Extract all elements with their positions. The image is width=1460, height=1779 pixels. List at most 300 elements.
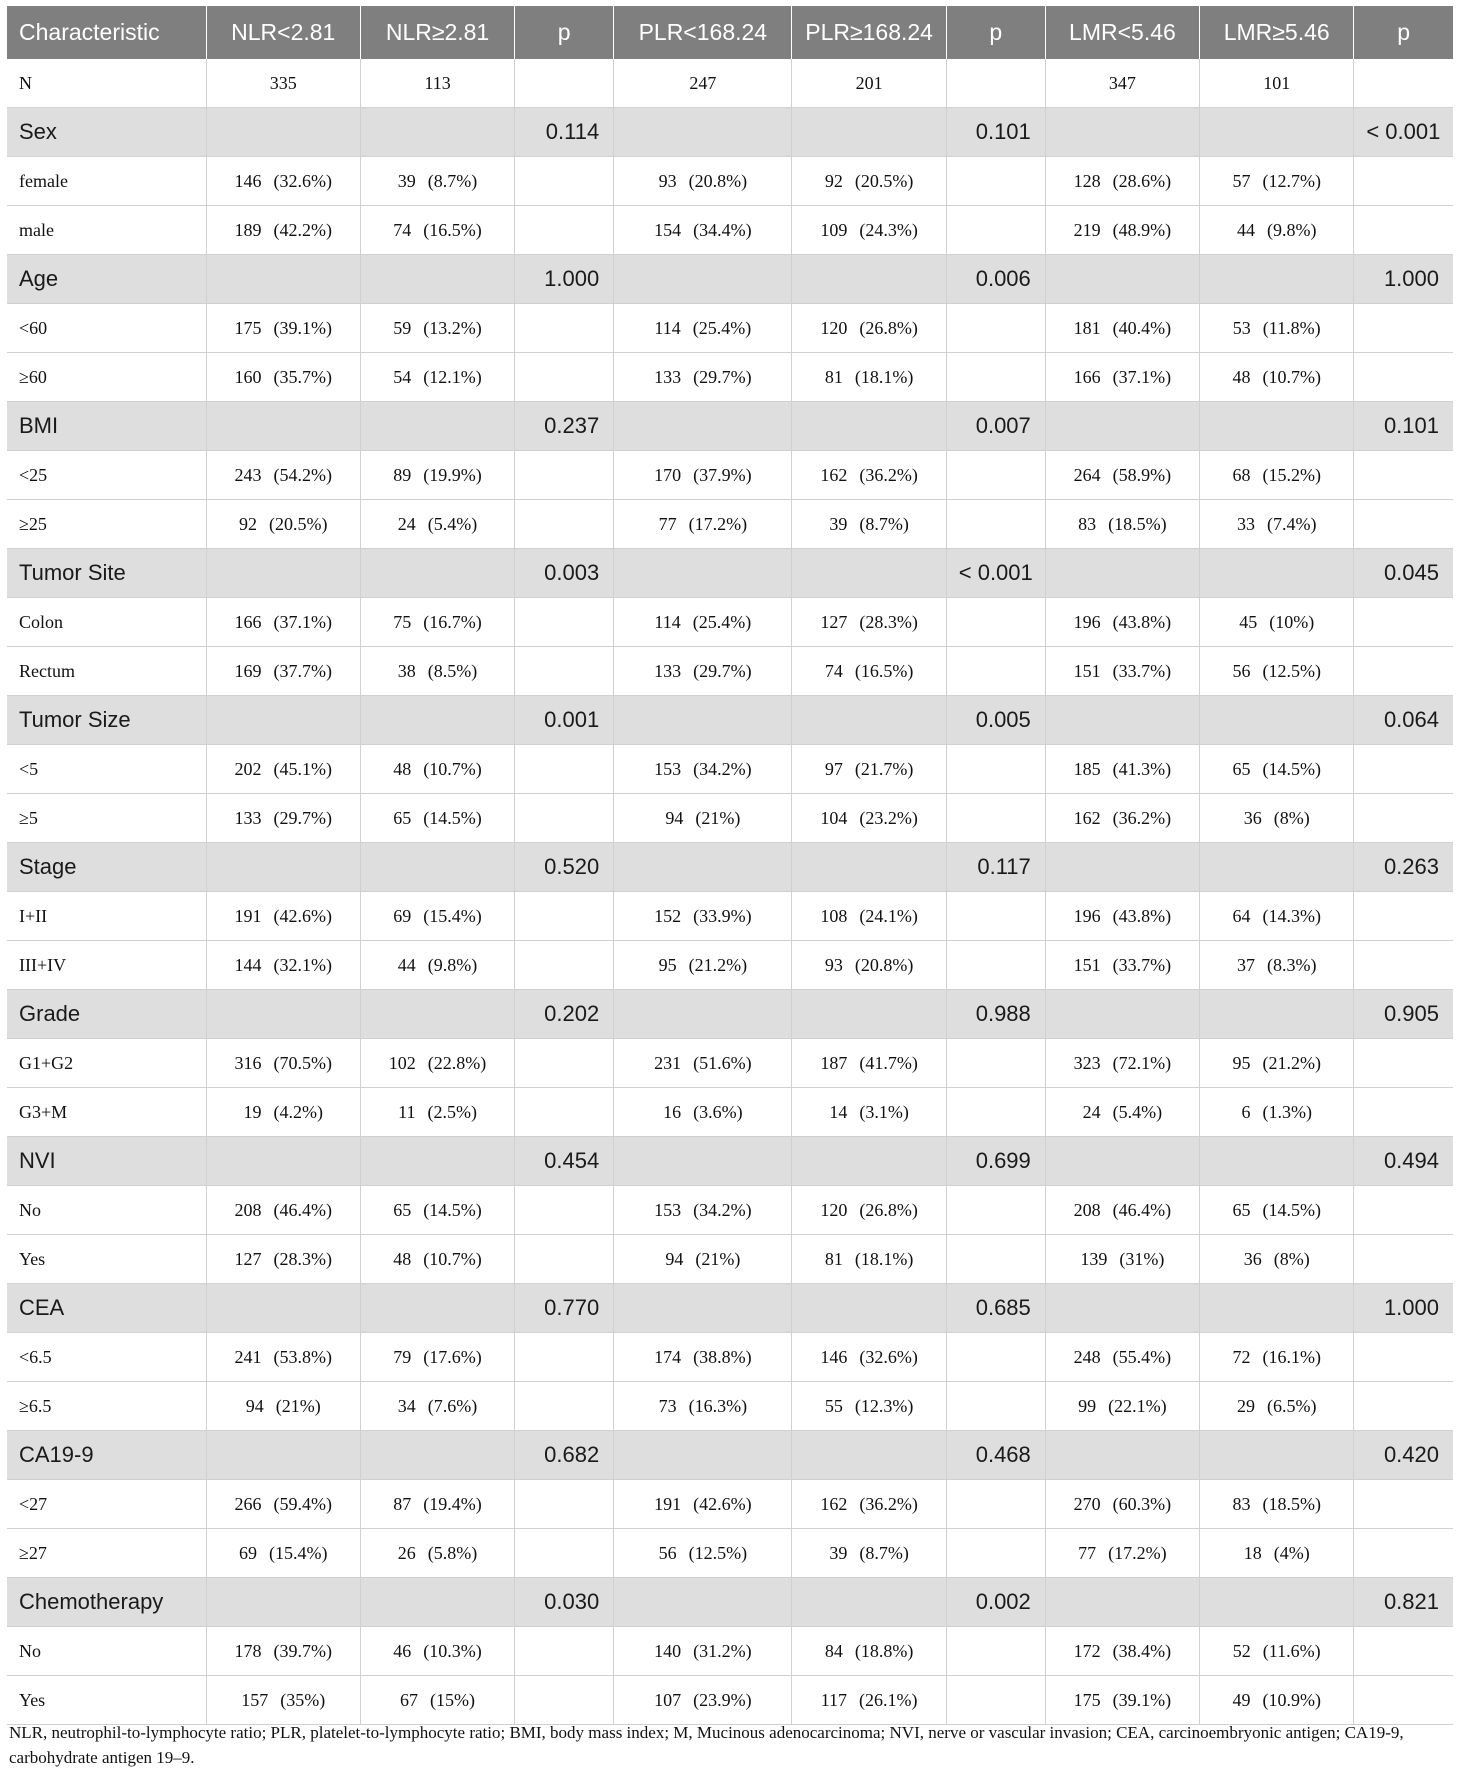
count-cell: 54 (12.1%) bbox=[360, 353, 514, 402]
empty-cell bbox=[792, 402, 946, 451]
empty-cell bbox=[360, 402, 514, 451]
p-value: 0.045 bbox=[1354, 549, 1453, 598]
count-cell: 24 (5.4%) bbox=[1045, 1088, 1199, 1137]
empty-cell bbox=[1045, 1578, 1199, 1627]
empty-cell bbox=[1354, 1627, 1453, 1676]
table-container bbox=[7, 6, 1453, 1725]
empty-cell bbox=[946, 941, 1045, 990]
count-cell: 157 (35%) bbox=[206, 1676, 360, 1725]
group-row bbox=[7, 696, 1453, 745]
row-label: <27 bbox=[7, 1480, 206, 1529]
count-cell: 181 (40.4%) bbox=[1045, 304, 1199, 353]
row-label: ≥6.5 bbox=[7, 1382, 206, 1431]
p-value: 0.003 bbox=[515, 549, 614, 598]
count-cell: 74 (16.5%) bbox=[360, 206, 514, 255]
p-value: 1.000 bbox=[1354, 1284, 1453, 1333]
group-label: Tumor Site bbox=[7, 549, 206, 598]
count-cell: 92 (20.5%) bbox=[792, 157, 946, 206]
p-value: 0.454 bbox=[515, 1137, 614, 1186]
table-row bbox=[7, 206, 1453, 255]
group-label: CEA bbox=[7, 1284, 206, 1333]
empty-cell bbox=[1200, 108, 1354, 157]
empty-cell bbox=[946, 647, 1045, 696]
empty-cell bbox=[946, 892, 1045, 941]
row-label: Colon bbox=[7, 598, 206, 647]
count-cell: 152 (33.9%) bbox=[614, 892, 792, 941]
n-value bbox=[1354, 59, 1453, 108]
empty-cell bbox=[1354, 1235, 1453, 1284]
count-cell: 166 (37.1%) bbox=[206, 598, 360, 647]
count-cell: 166 (37.1%) bbox=[1045, 353, 1199, 402]
empty-cell bbox=[515, 157, 614, 206]
empty-cell bbox=[206, 696, 360, 745]
table-row bbox=[7, 892, 1453, 941]
count-cell: 133 (29.7%) bbox=[614, 647, 792, 696]
empty-cell bbox=[515, 1333, 614, 1382]
count-cell: 175 (39.1%) bbox=[1045, 1676, 1199, 1725]
empty-cell bbox=[614, 549, 792, 598]
table-row bbox=[7, 1333, 1453, 1382]
header-p-nlr: p bbox=[515, 6, 614, 59]
empty-cell bbox=[946, 353, 1045, 402]
p-value: 0.117 bbox=[946, 843, 1045, 892]
p-value: 0.520 bbox=[515, 843, 614, 892]
n-value: 335 bbox=[206, 59, 360, 108]
count-cell: 241 (53.8%) bbox=[206, 1333, 360, 1382]
empty-cell bbox=[614, 1578, 792, 1627]
count-cell: 14 (3.1%) bbox=[792, 1088, 946, 1137]
empty-cell bbox=[515, 892, 614, 941]
count-cell: 81 (18.1%) bbox=[792, 1235, 946, 1284]
empty-cell bbox=[1200, 1284, 1354, 1333]
count-cell: 16 (3.6%) bbox=[614, 1088, 792, 1137]
count-cell: 196 (43.8%) bbox=[1045, 598, 1199, 647]
row-label: No bbox=[7, 1627, 206, 1676]
empty-cell bbox=[946, 1627, 1045, 1676]
count-cell: 48 (10.7%) bbox=[1200, 353, 1354, 402]
header-lmr-low: LMR<5.46 bbox=[1045, 6, 1199, 59]
characteristics-table bbox=[7, 6, 1453, 1725]
count-cell: 44 (9.8%) bbox=[1200, 206, 1354, 255]
count-cell: 202 (45.1%) bbox=[206, 745, 360, 794]
count-cell: 120 (26.8%) bbox=[792, 1186, 946, 1235]
n-value bbox=[515, 59, 614, 108]
empty-cell bbox=[1354, 1088, 1453, 1137]
empty-cell bbox=[946, 157, 1045, 206]
count-cell: 153 (34.2%) bbox=[614, 1186, 792, 1235]
empty-cell bbox=[946, 598, 1045, 647]
p-value: 1.000 bbox=[515, 255, 614, 304]
table-row bbox=[7, 598, 1453, 647]
table-row bbox=[7, 451, 1453, 500]
count-cell: 231 (51.6%) bbox=[614, 1039, 792, 1088]
count-cell: 175 (39.1%) bbox=[206, 304, 360, 353]
count-cell: 84 (18.8%) bbox=[792, 1627, 946, 1676]
group-label: NVI bbox=[7, 1137, 206, 1186]
empty-cell bbox=[614, 1137, 792, 1186]
p-value: 0.420 bbox=[1354, 1431, 1453, 1480]
empty-cell bbox=[1200, 696, 1354, 745]
count-cell: 26 (5.8%) bbox=[360, 1529, 514, 1578]
empty-cell bbox=[1200, 990, 1354, 1039]
header-plr-high: PLR≥168.24 bbox=[792, 6, 946, 59]
empty-cell bbox=[515, 1088, 614, 1137]
n-value: 113 bbox=[360, 59, 514, 108]
count-cell: 52 (11.6%) bbox=[1200, 1627, 1354, 1676]
empty-cell bbox=[515, 206, 614, 255]
count-cell: 94 (21%) bbox=[614, 794, 792, 843]
count-cell: 94 (21%) bbox=[614, 1235, 792, 1284]
empty-cell bbox=[946, 1235, 1045, 1284]
count-cell: 102 (22.8%) bbox=[360, 1039, 514, 1088]
count-cell: 77 (17.2%) bbox=[614, 500, 792, 549]
count-cell: 140 (31.2%) bbox=[614, 1627, 792, 1676]
p-value: 0.007 bbox=[946, 402, 1045, 451]
group-label: Sex bbox=[7, 108, 206, 157]
empty-cell bbox=[614, 1284, 792, 1333]
empty-cell bbox=[1045, 108, 1199, 157]
count-cell: 48 (10.7%) bbox=[360, 745, 514, 794]
count-cell: 95 (21.2%) bbox=[1200, 1039, 1354, 1088]
count-cell: 133 (29.7%) bbox=[614, 353, 792, 402]
empty-cell bbox=[792, 1431, 946, 1480]
empty-cell bbox=[946, 304, 1045, 353]
empty-cell bbox=[206, 108, 360, 157]
empty-cell bbox=[946, 1382, 1045, 1431]
header-row bbox=[7, 6, 1453, 59]
empty-cell bbox=[1354, 1333, 1453, 1382]
header-lmr-high: LMR≥5.46 bbox=[1200, 6, 1354, 59]
count-cell: 178 (39.7%) bbox=[206, 1627, 360, 1676]
count-cell: 109 (24.3%) bbox=[792, 206, 946, 255]
count-cell: 93 (20.8%) bbox=[792, 941, 946, 990]
empty-cell bbox=[1354, 451, 1453, 500]
count-cell: 56 (12.5%) bbox=[614, 1529, 792, 1578]
count-cell: 127 (28.3%) bbox=[792, 598, 946, 647]
empty-cell bbox=[614, 1431, 792, 1480]
empty-cell bbox=[946, 1333, 1045, 1382]
empty-cell bbox=[360, 696, 514, 745]
count-cell: 104 (23.2%) bbox=[792, 794, 946, 843]
count-cell: 56 (12.5%) bbox=[1200, 647, 1354, 696]
count-cell: 170 (37.9%) bbox=[614, 451, 792, 500]
empty-cell bbox=[360, 255, 514, 304]
row-label: Rectum bbox=[7, 647, 206, 696]
empty-cell bbox=[515, 1480, 614, 1529]
p-value: 0.988 bbox=[946, 990, 1045, 1039]
count-cell: 65 (14.5%) bbox=[1200, 1186, 1354, 1235]
row-label: No bbox=[7, 1186, 206, 1235]
count-cell: 191 (42.6%) bbox=[614, 1480, 792, 1529]
p-value: 0.699 bbox=[946, 1137, 1045, 1186]
table-row bbox=[7, 1186, 1453, 1235]
count-cell: 38 (8.5%) bbox=[360, 647, 514, 696]
count-cell: 266 (59.4%) bbox=[206, 1480, 360, 1529]
row-label: <5 bbox=[7, 745, 206, 794]
count-cell: 74 (16.5%) bbox=[792, 647, 946, 696]
table-row bbox=[7, 1529, 1453, 1578]
p-value: < 0.001 bbox=[1354, 108, 1453, 157]
count-cell: 151 (33.7%) bbox=[1045, 941, 1199, 990]
empty-cell bbox=[792, 255, 946, 304]
group-row bbox=[7, 1284, 1453, 1333]
empty-cell bbox=[1354, 647, 1453, 696]
count-cell: 44 (9.8%) bbox=[360, 941, 514, 990]
count-cell: 146 (32.6%) bbox=[206, 157, 360, 206]
count-cell: 172 (38.4%) bbox=[1045, 1627, 1199, 1676]
group-row bbox=[7, 1431, 1453, 1480]
p-value: 0.770 bbox=[515, 1284, 614, 1333]
count-cell: 57 (12.7%) bbox=[1200, 157, 1354, 206]
empty-cell bbox=[206, 255, 360, 304]
count-cell: 162 (36.2%) bbox=[792, 451, 946, 500]
empty-cell bbox=[1354, 1382, 1453, 1431]
row-label: I+II bbox=[7, 892, 206, 941]
count-cell: 65 (14.5%) bbox=[360, 794, 514, 843]
count-cell: 196 (43.8%) bbox=[1045, 892, 1199, 941]
group-row bbox=[7, 990, 1453, 1039]
table-row bbox=[7, 941, 1453, 990]
count-cell: 189 (42.2%) bbox=[206, 206, 360, 255]
count-cell: 83 (18.5%) bbox=[1200, 1480, 1354, 1529]
table-row bbox=[7, 500, 1453, 549]
empty-cell bbox=[946, 1529, 1045, 1578]
table-row bbox=[7, 304, 1453, 353]
empty-cell bbox=[206, 843, 360, 892]
empty-cell bbox=[1200, 843, 1354, 892]
row-label: Yes bbox=[7, 1676, 206, 1725]
n-value: 247 bbox=[614, 59, 792, 108]
count-cell: 37 (8.3%) bbox=[1200, 941, 1354, 990]
empty-cell bbox=[1354, 598, 1453, 647]
count-cell: 144 (32.1%) bbox=[206, 941, 360, 990]
n-row bbox=[7, 59, 1453, 108]
count-cell: 53 (11.8%) bbox=[1200, 304, 1354, 353]
p-value: 0.114 bbox=[515, 108, 614, 157]
table-row bbox=[7, 1382, 1453, 1431]
empty-cell bbox=[1045, 696, 1199, 745]
header-nlr-low: NLR<2.81 bbox=[206, 6, 360, 59]
count-cell: 114 (25.4%) bbox=[614, 598, 792, 647]
p-value: 0.030 bbox=[515, 1578, 614, 1627]
empty-cell bbox=[1045, 843, 1199, 892]
group-row bbox=[7, 1137, 1453, 1186]
count-cell: 36 (8%) bbox=[1200, 1235, 1354, 1284]
empty-cell bbox=[1354, 1529, 1453, 1578]
empty-cell bbox=[206, 1578, 360, 1627]
p-value: 0.263 bbox=[1354, 843, 1453, 892]
count-cell: 120 (26.8%) bbox=[792, 304, 946, 353]
count-cell: 29 (6.5%) bbox=[1200, 1382, 1354, 1431]
empty-cell bbox=[206, 990, 360, 1039]
count-cell: 208 (46.4%) bbox=[206, 1186, 360, 1235]
count-cell: 45 (10%) bbox=[1200, 598, 1354, 647]
empty-cell bbox=[792, 1137, 946, 1186]
row-label: <6.5 bbox=[7, 1333, 206, 1382]
empty-cell bbox=[360, 1284, 514, 1333]
n-value: 101 bbox=[1200, 59, 1354, 108]
empty-cell bbox=[792, 843, 946, 892]
p-value: 0.682 bbox=[515, 1431, 614, 1480]
p-value: 0.006 bbox=[946, 255, 1045, 304]
count-cell: 33 (7.4%) bbox=[1200, 500, 1354, 549]
empty-cell bbox=[614, 843, 792, 892]
empty-cell bbox=[515, 1382, 614, 1431]
p-value: 0.101 bbox=[1354, 402, 1453, 451]
p-value: 0.001 bbox=[515, 696, 614, 745]
count-cell: 87 (19.4%) bbox=[360, 1480, 514, 1529]
count-cell: 34 (7.6%) bbox=[360, 1382, 514, 1431]
count-cell: 151 (33.7%) bbox=[1045, 647, 1199, 696]
count-cell: 108 (24.1%) bbox=[792, 892, 946, 941]
empty-cell bbox=[614, 990, 792, 1039]
empty-cell bbox=[1045, 1137, 1199, 1186]
empty-cell bbox=[792, 549, 946, 598]
count-cell: 107 (23.9%) bbox=[614, 1676, 792, 1725]
row-label: Yes bbox=[7, 1235, 206, 1284]
count-cell: 39 (8.7%) bbox=[792, 1529, 946, 1578]
empty-cell bbox=[360, 108, 514, 157]
group-row bbox=[7, 402, 1453, 451]
group-label: Grade bbox=[7, 990, 206, 1039]
table-row bbox=[7, 157, 1453, 206]
empty-cell bbox=[360, 549, 514, 598]
count-cell: 39 (8.7%) bbox=[360, 157, 514, 206]
count-cell: 99 (22.1%) bbox=[1045, 1382, 1199, 1431]
row-label: male bbox=[7, 206, 206, 255]
count-cell: 36 (8%) bbox=[1200, 794, 1354, 843]
header-p-plr: p bbox=[946, 6, 1045, 59]
p-value: 0.905 bbox=[1354, 990, 1453, 1039]
count-cell: 75 (16.7%) bbox=[360, 598, 514, 647]
empty-cell bbox=[515, 941, 614, 990]
n-value: 347 bbox=[1045, 59, 1199, 108]
empty-cell bbox=[1200, 255, 1354, 304]
group-row bbox=[7, 843, 1453, 892]
p-value: 0.494 bbox=[1354, 1137, 1453, 1186]
empty-cell bbox=[946, 1186, 1045, 1235]
empty-cell bbox=[1045, 1431, 1199, 1480]
empty-cell bbox=[946, 1088, 1045, 1137]
count-cell: 162 (36.2%) bbox=[1045, 794, 1199, 843]
group-label: CA19-9 bbox=[7, 1431, 206, 1480]
count-cell: 89 (19.9%) bbox=[360, 451, 514, 500]
empty-cell bbox=[360, 843, 514, 892]
count-cell: 69 (15.4%) bbox=[360, 892, 514, 941]
n-value: 201 bbox=[792, 59, 946, 108]
empty-cell bbox=[1200, 549, 1354, 598]
empty-cell bbox=[206, 549, 360, 598]
empty-cell bbox=[515, 1627, 614, 1676]
empty-cell bbox=[1200, 1137, 1354, 1186]
table-row bbox=[7, 745, 1453, 794]
count-cell: 59 (13.2%) bbox=[360, 304, 514, 353]
group-label: Tumor Size bbox=[7, 696, 206, 745]
empty-cell bbox=[515, 1529, 614, 1578]
empty-cell bbox=[206, 1431, 360, 1480]
empty-cell bbox=[792, 696, 946, 745]
empty-cell bbox=[206, 1284, 360, 1333]
count-cell: 83 (18.5%) bbox=[1045, 500, 1199, 549]
count-cell: 24 (5.4%) bbox=[360, 500, 514, 549]
count-cell: 316 (70.5%) bbox=[206, 1039, 360, 1088]
group-label: BMI bbox=[7, 402, 206, 451]
group-row bbox=[7, 549, 1453, 598]
header-nlr-high: NLR≥2.81 bbox=[360, 6, 514, 59]
count-cell: 93 (20.8%) bbox=[614, 157, 792, 206]
count-cell: 174 (38.8%) bbox=[614, 1333, 792, 1382]
count-cell: 97 (21.7%) bbox=[792, 745, 946, 794]
row-label: <60 bbox=[7, 304, 206, 353]
count-cell: 39 (8.7%) bbox=[792, 500, 946, 549]
empty-cell bbox=[614, 402, 792, 451]
count-cell: 169 (37.7%) bbox=[206, 647, 360, 696]
empty-cell bbox=[1200, 402, 1354, 451]
count-cell: 6 (1.3%) bbox=[1200, 1088, 1354, 1137]
empty-cell bbox=[946, 794, 1045, 843]
count-cell: 128 (28.6%) bbox=[1045, 157, 1199, 206]
empty-cell bbox=[206, 1137, 360, 1186]
group-label: Age bbox=[7, 255, 206, 304]
empty-cell bbox=[1354, 745, 1453, 794]
empty-cell bbox=[515, 353, 614, 402]
row-label: ≥25 bbox=[7, 500, 206, 549]
table-row bbox=[7, 353, 1453, 402]
row-label: ≥27 bbox=[7, 1529, 206, 1578]
empty-cell bbox=[792, 990, 946, 1039]
count-cell: 248 (55.4%) bbox=[1045, 1333, 1199, 1382]
count-cell: 185 (41.3%) bbox=[1045, 745, 1199, 794]
count-cell: 11 (2.5%) bbox=[360, 1088, 514, 1137]
empty-cell bbox=[515, 1235, 614, 1284]
count-cell: 127 (28.3%) bbox=[206, 1235, 360, 1284]
n-label: N bbox=[7, 59, 206, 108]
count-cell: 64 (14.3%) bbox=[1200, 892, 1354, 941]
count-cell: 73 (16.3%) bbox=[614, 1382, 792, 1431]
empty-cell bbox=[614, 108, 792, 157]
table-row bbox=[7, 1676, 1453, 1725]
row-label: III+IV bbox=[7, 941, 206, 990]
count-cell: 49 (10.9%) bbox=[1200, 1676, 1354, 1725]
empty-cell bbox=[946, 1480, 1045, 1529]
table-row bbox=[7, 794, 1453, 843]
empty-cell bbox=[1354, 500, 1453, 549]
count-cell: 219 (48.9%) bbox=[1045, 206, 1199, 255]
empty-cell bbox=[946, 1039, 1045, 1088]
empty-cell bbox=[360, 1431, 514, 1480]
p-value: < 0.001 bbox=[946, 549, 1045, 598]
table-row bbox=[7, 1088, 1453, 1137]
empty-cell bbox=[515, 598, 614, 647]
count-cell: 94 (21%) bbox=[206, 1382, 360, 1431]
empty-cell bbox=[1354, 304, 1453, 353]
empty-cell bbox=[1045, 1284, 1199, 1333]
empty-cell bbox=[515, 1039, 614, 1088]
count-cell: 146 (32.6%) bbox=[792, 1333, 946, 1382]
empty-cell bbox=[1354, 1480, 1453, 1529]
count-cell: 187 (41.7%) bbox=[792, 1039, 946, 1088]
table-row bbox=[7, 647, 1453, 696]
count-cell: 77 (17.2%) bbox=[1045, 1529, 1199, 1578]
count-cell: 191 (42.6%) bbox=[206, 892, 360, 941]
table-footnote: NLR, neutrophil-to-lymphocyte ratio; PLR, platelet-to-lymphocyte ratio; BMI, body mass index; M, Mucinous adenocarcinoma; NVI, nerve or vascular invasion; CEA, carcinoembryonic antigen; CA19-9, carbohydrate antigen 19–9. bbox=[9, 1723, 1404, 1767]
table-row bbox=[7, 1235, 1453, 1284]
count-cell: 208 (46.4%) bbox=[1045, 1186, 1199, 1235]
empty-cell bbox=[1200, 1578, 1354, 1627]
empty-cell bbox=[1354, 157, 1453, 206]
table-row bbox=[7, 1480, 1453, 1529]
empty-cell bbox=[515, 1676, 614, 1725]
